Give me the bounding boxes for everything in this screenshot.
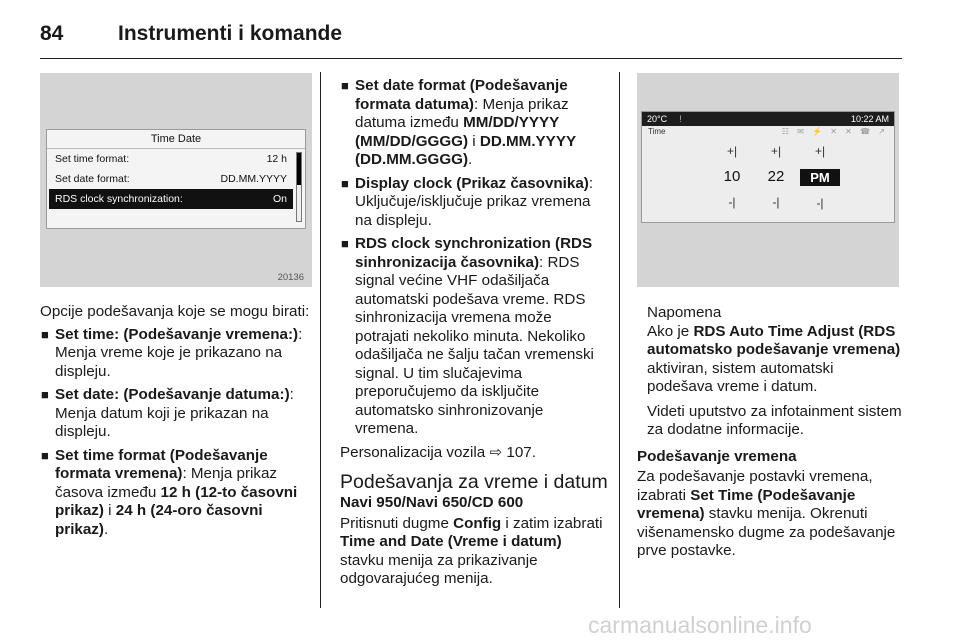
item-term: Set time format (Podešavanje formata vremena): [55, 446, 268, 482]
para-term: Config: [453, 514, 502, 532]
item-term: Set date format (Podešavanje formata datuma): [355, 77, 568, 113]
status-icons: ☷ ✉ ⚡ ✕ ✕ ☎ ↗: [781, 127, 888, 136]
minus-icon: -|: [728, 195, 736, 209]
para-text: Pritisnuti dugme: [340, 514, 454, 532]
row-value: 12 h: [266, 153, 287, 165]
list-item: [340, 235, 608, 439]
note-span: aktiviran, sistem automatski podešava vreme i datum.: [647, 359, 834, 395]
page-header: [40, 14, 342, 54]
item-desc: .: [468, 151, 473, 168]
list-item: [40, 326, 312, 382]
para-term: Time and Date (Vreme i datum): [340, 533, 562, 550]
item-value: MM/DD/YYYY (MM/DD/GGGG): [355, 114, 559, 150]
bullet-square-icon: ■: [41, 447, 49, 463]
plus-icon: +|: [770, 144, 782, 158]
item-term: Display clock (Prikaz časovnika): [355, 174, 589, 192]
para-text: stavku menija za prikazivanje odgovarajućeg menija.: [340, 551, 538, 587]
status-divider: !: [679, 114, 682, 124]
page-title: Instrumenti i komande: [118, 22, 343, 45]
bullet-square-icon: ■: [41, 387, 49, 402]
column-1: [40, 303, 312, 544]
note-span: Ako je: [647, 322, 694, 340]
panel-title: Time Date: [47, 130, 305, 149]
personalization-ref: [340, 444, 608, 463]
scrollbar: [296, 152, 302, 222]
note-term: RDS Auto Time Adjust (RDS automatsko podešavanje vremena): [647, 322, 901, 358]
page-ref-arrow-icon: ⇨: [489, 443, 503, 461]
outside-temperature: 20°C: [647, 114, 668, 124]
note-title: Napomena: [647, 304, 722, 321]
status-bar: [642, 112, 894, 126]
list-item: [340, 175, 608, 231]
bullet-square-icon: ■: [341, 175, 349, 191]
infotainment-screen: [641, 111, 895, 223]
item-term: Set time: (Podešavanje vremena:): [55, 325, 299, 343]
item-desc: : Menja vreme koje je prikazano na displeju.: [55, 325, 303, 380]
column-3: [637, 304, 903, 565]
note-box: [637, 304, 903, 440]
item-desc: .: [103, 520, 109, 538]
minus-icon: -|: [772, 195, 780, 209]
para-term: Set Time (Podešavanje vremena): [637, 486, 856, 522]
column-divider-2: [619, 72, 620, 608]
minutes-value: 22: [767, 168, 785, 185]
column-2: [340, 77, 608, 593]
minus-icon: -|: [816, 196, 824, 210]
time-date-panel: [46, 129, 306, 229]
section-title: Podešavanja za vreme i datum: [340, 471, 608, 493]
bullet-square-icon: ■: [341, 236, 349, 251]
menu-row-rds-sync: [49, 189, 293, 209]
row-label: Set time format:: [55, 153, 130, 165]
list-item: [340, 77, 608, 170]
hours-value: 10: [723, 168, 741, 185]
note-text-2: Videti uputstvo za infotainment sistem za dodatne informacije.: [647, 402, 902, 438]
item-desc: : Uključuje/isključuje prikaz vremena na displeju.: [355, 174, 594, 229]
intro-text: Opcije podešavanja koje se mogu birati:: [40, 303, 310, 320]
bullet-square-icon: ■: [41, 326, 49, 342]
row-label: Set date format:: [55, 173, 130, 185]
para-text: i zatim izabrati: [501, 514, 603, 532]
time-date-menu-image: [40, 73, 312, 287]
screen-subtitle-bar: [642, 126, 894, 138]
item-value: DD.MM.YYYY (DD.MM.GGGG): [355, 132, 576, 168]
item-desc: : Menja prikaz časova između: [55, 465, 278, 501]
page-number: 84: [40, 22, 64, 45]
header-rule: [40, 58, 902, 59]
ampm-value: PM: [800, 169, 840, 186]
item-desc: : RDS signal većine VHF odašiljača automatski podešava vreme. RDS sinhronizacija vremena može potrajati nekoliko minuta. Nekoliko odašiljača ne šalju tačan vremenski signal. U tim slučajevima preporučujemo da isključite automatsko sinhronizovanje vremena.: [355, 253, 594, 437]
note-text: [647, 323, 903, 397]
screen-subtitle: Time: [648, 127, 666, 136]
menu-row-time-format: [49, 149, 293, 169]
time-setting-heading: Podešavanje vremena: [637, 447, 797, 465]
hours-column: [712, 144, 752, 209]
ref-text: Personalizacija vozila: [340, 443, 486, 461]
plus-icon: +|: [726, 144, 738, 158]
item-desc: i: [103, 502, 116, 519]
row-label: RDS clock synchronization:: [55, 193, 183, 205]
column-divider-1: [320, 72, 321, 608]
row-value: DD.MM.YYYY: [220, 173, 287, 185]
figure-code: 20136: [277, 272, 304, 283]
item-term: Set date: (Podešavanje datuma:): [55, 386, 290, 403]
list-item: [40, 386, 312, 442]
status-time: 10:22 AM: [850, 114, 889, 124]
plus-icon: +|: [814, 144, 826, 158]
menu-row-date-format: [49, 169, 293, 189]
minutes-column: [756, 144, 796, 209]
subsection-title: Navi 950/Navi 650/CD 600: [340, 494, 524, 511]
bullet-square-icon: ■: [341, 78, 349, 93]
ref-page[interactable]: 107.: [506, 443, 536, 461]
item-desc: : Menja prikaz datuma između: [355, 95, 569, 131]
config-paragraph: [340, 515, 608, 589]
para-text: stavku menija. Okrenuti višenamensko dugme za podešavanje prve postavke.: [637, 505, 896, 559]
row-value: On: [272, 193, 287, 205]
scrollbar-thumb: [297, 153, 301, 185]
item-value: 12 h (12-to časovni prikaz): [55, 483, 298, 519]
item-desc: i: [468, 132, 480, 150]
list-item: [40, 447, 312, 540]
item-term: RDS clock synchronization (RDS sinhronizacija časovnika): [355, 235, 593, 271]
time-setting-screen-image: [637, 73, 899, 287]
para-text: Za podešavanje postavki vremena, izabrati: [637, 468, 873, 504]
item-desc: : Menja datum koji je prikazan na displeju.: [55, 386, 294, 440]
watermark: carmanualsonline.info: [588, 612, 812, 638]
item-value: 24 h (24-oro časovni prikaz): [55, 502, 263, 538]
ampm-column: [800, 144, 840, 210]
time-setting-paragraph: [637, 468, 903, 561]
